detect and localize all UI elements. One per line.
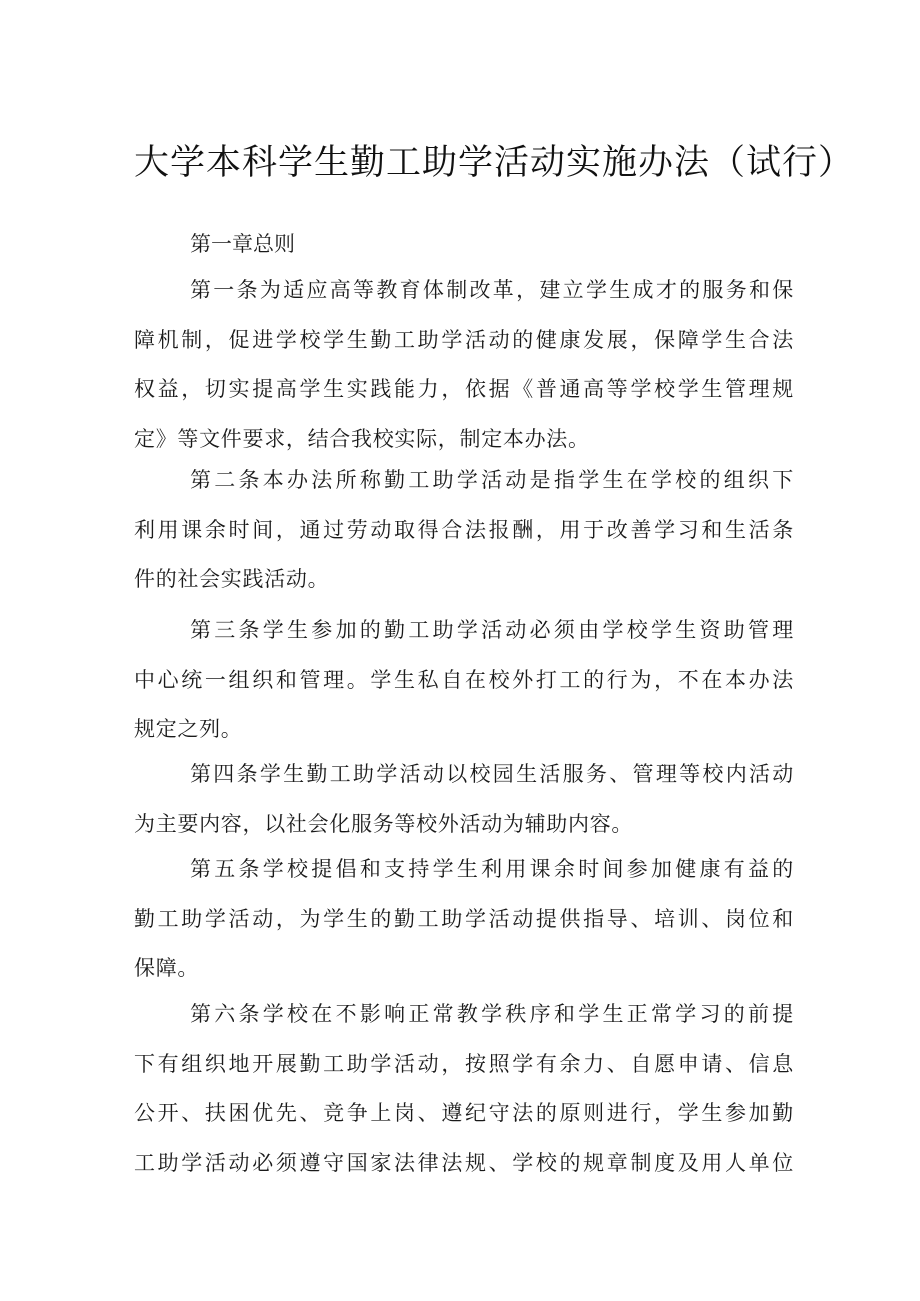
article-3 (134, 606, 794, 755)
document-title: 大学本科学生勤工助学活动实施办法（试行） (134, 143, 855, 183)
chapter-heading: 第一章总则 (190, 232, 295, 256)
article-2 (134, 456, 794, 605)
article-line: 为主要内容，以社会化服务等校外活动为辅助内容。 (134, 811, 634, 836)
article-1 (134, 266, 794, 464)
article-line: 工助学活动必须遵守国家法律法规、学校的规章制度及用人单位 (134, 1150, 794, 1175)
article-line: 定》等文件要求，结合我校实际，制定本办法。 (134, 426, 590, 451)
article-line: 勤工助学活动，为学生的勤工助学活动提供指导、培训、岗位和 (134, 906, 794, 931)
article-line: 公开、扶困优先、竞争上岗、遵纪守法的原则进行，学生参加勤 (134, 1101, 794, 1125)
article-line: 第五条学校提倡和支持学生利用课余时间参加健康有益的 (190, 857, 794, 881)
article-line: 第一条为适应高等教育体制改革，建立学生成才的服务和保 (190, 278, 794, 302)
article-line: 第四条学生勤工助学活动以校园生活服务、管理等校内活动 (190, 762, 794, 786)
article-line: 下有组织地开展勤工助学活动，按照学有余力、自愿申请、信息 (134, 1051, 794, 1076)
article-line: 规定之列。 (134, 717, 243, 741)
article-line: 障机制，促进学校学生勤工助学活动的健康发展，保障学生合法 (134, 327, 794, 352)
article-line: 件的社会实践活动。 (134, 567, 330, 591)
article-5 (134, 845, 794, 994)
article-6 (134, 990, 794, 1188)
article-line: 第三条学生参加的勤工助学活动必须由学校学生资助管理 (190, 618, 794, 642)
article-line: 保障。 (134, 956, 200, 980)
article-line: 权益，切实提高学生实践能力，依据《普通高等学校学生管理规 (134, 377, 794, 401)
article-line: 第六条学校在不影响正常教学秩序和学生正常学习的前提 (190, 1002, 794, 1026)
article-4 (134, 750, 794, 849)
article-line: 利用课余时间，通过劳动取得合法报酬，用于改善学习和生活条 (134, 517, 794, 542)
article-line: 第二条本办法所称勤工助学活动是指学生在学校的组织下 (190, 468, 794, 492)
article-line: 中心统一组织和管理。学生私自在校外打工的行为，不在本办法 (134, 667, 794, 692)
